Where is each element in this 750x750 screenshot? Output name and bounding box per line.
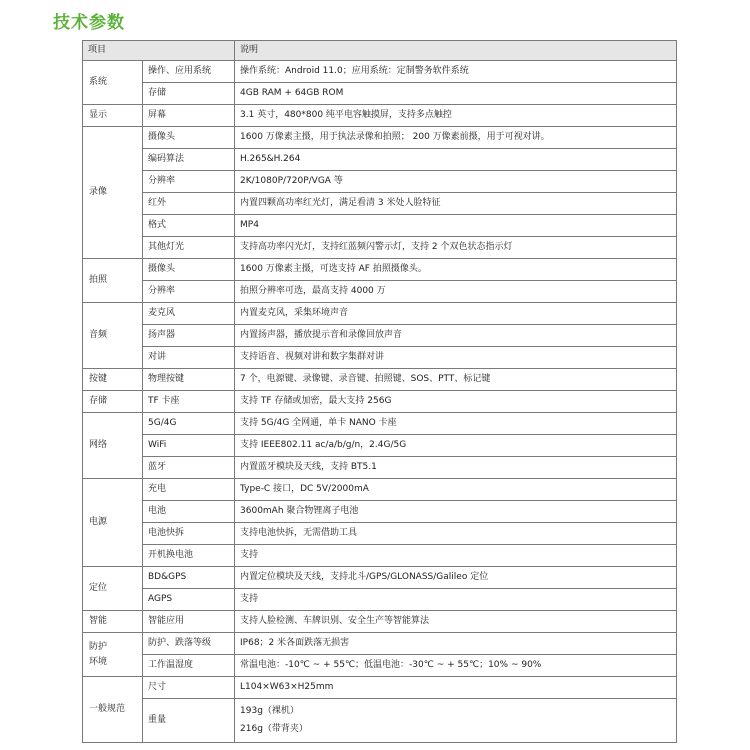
table-row xyxy=(83,237,677,259)
table-row xyxy=(83,589,677,611)
item-cell: 分辨率 xyxy=(143,281,235,303)
category-line: 防护 xyxy=(89,642,108,653)
category-cell xyxy=(83,633,143,677)
item-cell: 编码算法 xyxy=(143,149,235,171)
category-cell: 网络 xyxy=(83,413,143,479)
description-cell: 支持 TF 存储或加密，最大支持 256G xyxy=(235,391,677,413)
description-cell: 4GB RAM + 64GB ROM xyxy=(235,83,677,105)
description-cell: 内置蓝牙模块及天线，支持 BT5.1 xyxy=(235,457,677,479)
table-row xyxy=(83,611,677,633)
table-row xyxy=(83,303,677,325)
page-title: 技术参数 xyxy=(53,13,125,33)
description-cell: 拍照分辨率可选，最高支持 4000 万 xyxy=(235,281,677,303)
item-cell: 充电 xyxy=(143,479,235,501)
description-cell xyxy=(235,699,677,743)
table-row xyxy=(83,325,677,347)
item-cell: 存储 xyxy=(143,83,235,105)
category-cell: 显示 xyxy=(83,105,143,127)
item-cell: 5G/4G xyxy=(143,413,235,435)
item-cell: 防护、跌落等级 xyxy=(143,633,235,655)
table-row xyxy=(83,369,677,391)
item-cell: 分辨率 xyxy=(143,171,235,193)
item-cell: 电池 xyxy=(143,501,235,523)
description-cell: H.265&H.264 xyxy=(235,149,677,171)
table-row xyxy=(83,413,677,435)
item-cell: 操作、应用系统 xyxy=(143,61,235,83)
item-cell: 电池快拆 xyxy=(143,523,235,545)
item-cell: 物理按键 xyxy=(143,369,235,391)
item-cell: 红外 xyxy=(143,193,235,215)
table-row xyxy=(83,655,677,677)
table-row xyxy=(83,193,677,215)
item-cell: 其他灯光 xyxy=(143,237,235,259)
description-cell: 3600mAh 聚合物锂离子电池 xyxy=(235,501,677,523)
item-cell: 麦克风 xyxy=(143,303,235,325)
description-cell: MP4 xyxy=(235,215,677,237)
description-cell: 1600 万像素主摄，可选支持 AF 拍照摄像头。 xyxy=(235,259,677,281)
category-line: 环境 xyxy=(89,656,108,667)
description-cell: L104×W63×H25mm xyxy=(235,677,677,699)
table-row xyxy=(83,633,677,655)
item-cell: AGPS xyxy=(143,589,235,611)
category-cell: 音频 xyxy=(83,303,143,369)
description-cell: 支持 5G/4G 全网通，单卡 NANO 卡座 xyxy=(235,413,677,435)
header-description: 说明 xyxy=(235,41,677,61)
table-row xyxy=(83,479,677,501)
table-row xyxy=(83,105,677,127)
item-cell: WiFi xyxy=(143,435,235,457)
description-cell: 内置麦克风，采集环境声音 xyxy=(235,303,677,325)
table-row xyxy=(83,501,677,523)
description-cell: 支持 IEEE802.11 ac/a/b/g/n，2.4G/5G xyxy=(235,435,677,457)
table-row xyxy=(83,347,677,369)
table-row xyxy=(83,149,677,171)
description-cell: 支持高功率闪光灯，支持红蓝频闪警示灯，支持 2 个双色状态指示灯 xyxy=(235,237,677,259)
table-row xyxy=(83,435,677,457)
description-cell: 支持电池快拆，无需借助工具 xyxy=(235,523,677,545)
item-cell: 智能应用 xyxy=(143,611,235,633)
item-cell: TF 卡座 xyxy=(143,391,235,413)
item-cell: 对讲 xyxy=(143,347,235,369)
description-cell: 3.1 英寸，480*800 纯平电容触摸屏，支持多点触控 xyxy=(235,105,677,127)
description-cell: 内置四颗高功率红光灯，满足看清 3 米处人脸特征 xyxy=(235,193,677,215)
category-cell: 电源 xyxy=(83,479,143,567)
category-cell: 按键 xyxy=(83,369,143,391)
table-row xyxy=(83,567,677,589)
category-cell: 系统 xyxy=(83,61,143,105)
description-cell: 2K/1080P/720P/VGA 等 xyxy=(235,171,677,193)
description-cell: IP68；2 米各面跌落无损害 xyxy=(235,633,677,655)
table-row xyxy=(83,545,677,567)
description-cell: 支持 xyxy=(235,589,677,611)
table-header-row xyxy=(83,41,677,61)
item-cell: 扬声器 xyxy=(143,325,235,347)
table-row xyxy=(83,457,677,479)
description-cell: 内置定位模块及天线，支持北斗/GPS/GLONASS/Galileo 定位 xyxy=(235,567,677,589)
description-cell: 内置扬声器，播放提示音和录像回放声音 xyxy=(235,325,677,347)
item-cell: 蓝牙 xyxy=(143,457,235,479)
category-cell: 拍照 xyxy=(83,259,143,303)
item-cell: 屏幕 xyxy=(143,105,235,127)
category-cell: 一般规范 xyxy=(83,677,143,743)
description-cell: 支持 xyxy=(235,545,677,567)
table-row xyxy=(83,127,677,149)
description-cell: Type-C 接口，DC 5V/2000mA xyxy=(235,479,677,501)
spec-table xyxy=(82,40,677,743)
description-cell: 操作系统：Android 11.0；应用系统：定制警务软件系统 xyxy=(235,61,677,83)
header-item: 项目 xyxy=(83,41,235,61)
description-cell: 7 个，电源键、录像键、录音键、拍照键、SOS、PTT、标记键 xyxy=(235,369,677,391)
table-row xyxy=(83,281,677,303)
item-cell: 摄像头 xyxy=(143,259,235,281)
description-cell: 支持人脸检测、车牌识别、安全生产等智能算法 xyxy=(235,611,677,633)
table-row xyxy=(83,215,677,237)
category-cell: 存储 xyxy=(83,391,143,413)
category-cell: 智能 xyxy=(83,611,143,633)
item-cell: 格式 xyxy=(143,215,235,237)
table-row xyxy=(83,83,677,105)
category-cell: 录像 xyxy=(83,127,143,259)
table-row xyxy=(83,699,677,743)
item-cell: 开机换电池 xyxy=(143,545,235,567)
item-cell: 摄像头 xyxy=(143,127,235,149)
description-cell: 常温电池：-10℃ ~ + 55℃；低温电池：-30℃ ~ + 55℃；10% ~ 90% xyxy=(235,655,677,677)
item-cell: 尺寸 xyxy=(143,677,235,699)
description-cell: 支持语音、视频对讲和数字集群对讲 xyxy=(235,347,677,369)
table-row xyxy=(83,171,677,193)
table-row xyxy=(83,677,677,699)
description-line: 193g（裸机） xyxy=(240,706,299,717)
category-cell: 定位 xyxy=(83,567,143,611)
table-row xyxy=(83,523,677,545)
table-row xyxy=(83,259,677,281)
table-row xyxy=(83,61,677,83)
item-cell: 工作温湿度 xyxy=(143,655,235,677)
description-line: 216g（带背夹） xyxy=(240,723,308,734)
item-cell: 重量 xyxy=(143,699,235,743)
item-cell: BD&GPS xyxy=(143,567,235,589)
description-cell: 1600 万像素主摄，用于执法录像和拍照； 200 万像素前摄，用于可视对讲。 xyxy=(235,127,677,149)
table-row xyxy=(83,391,677,413)
